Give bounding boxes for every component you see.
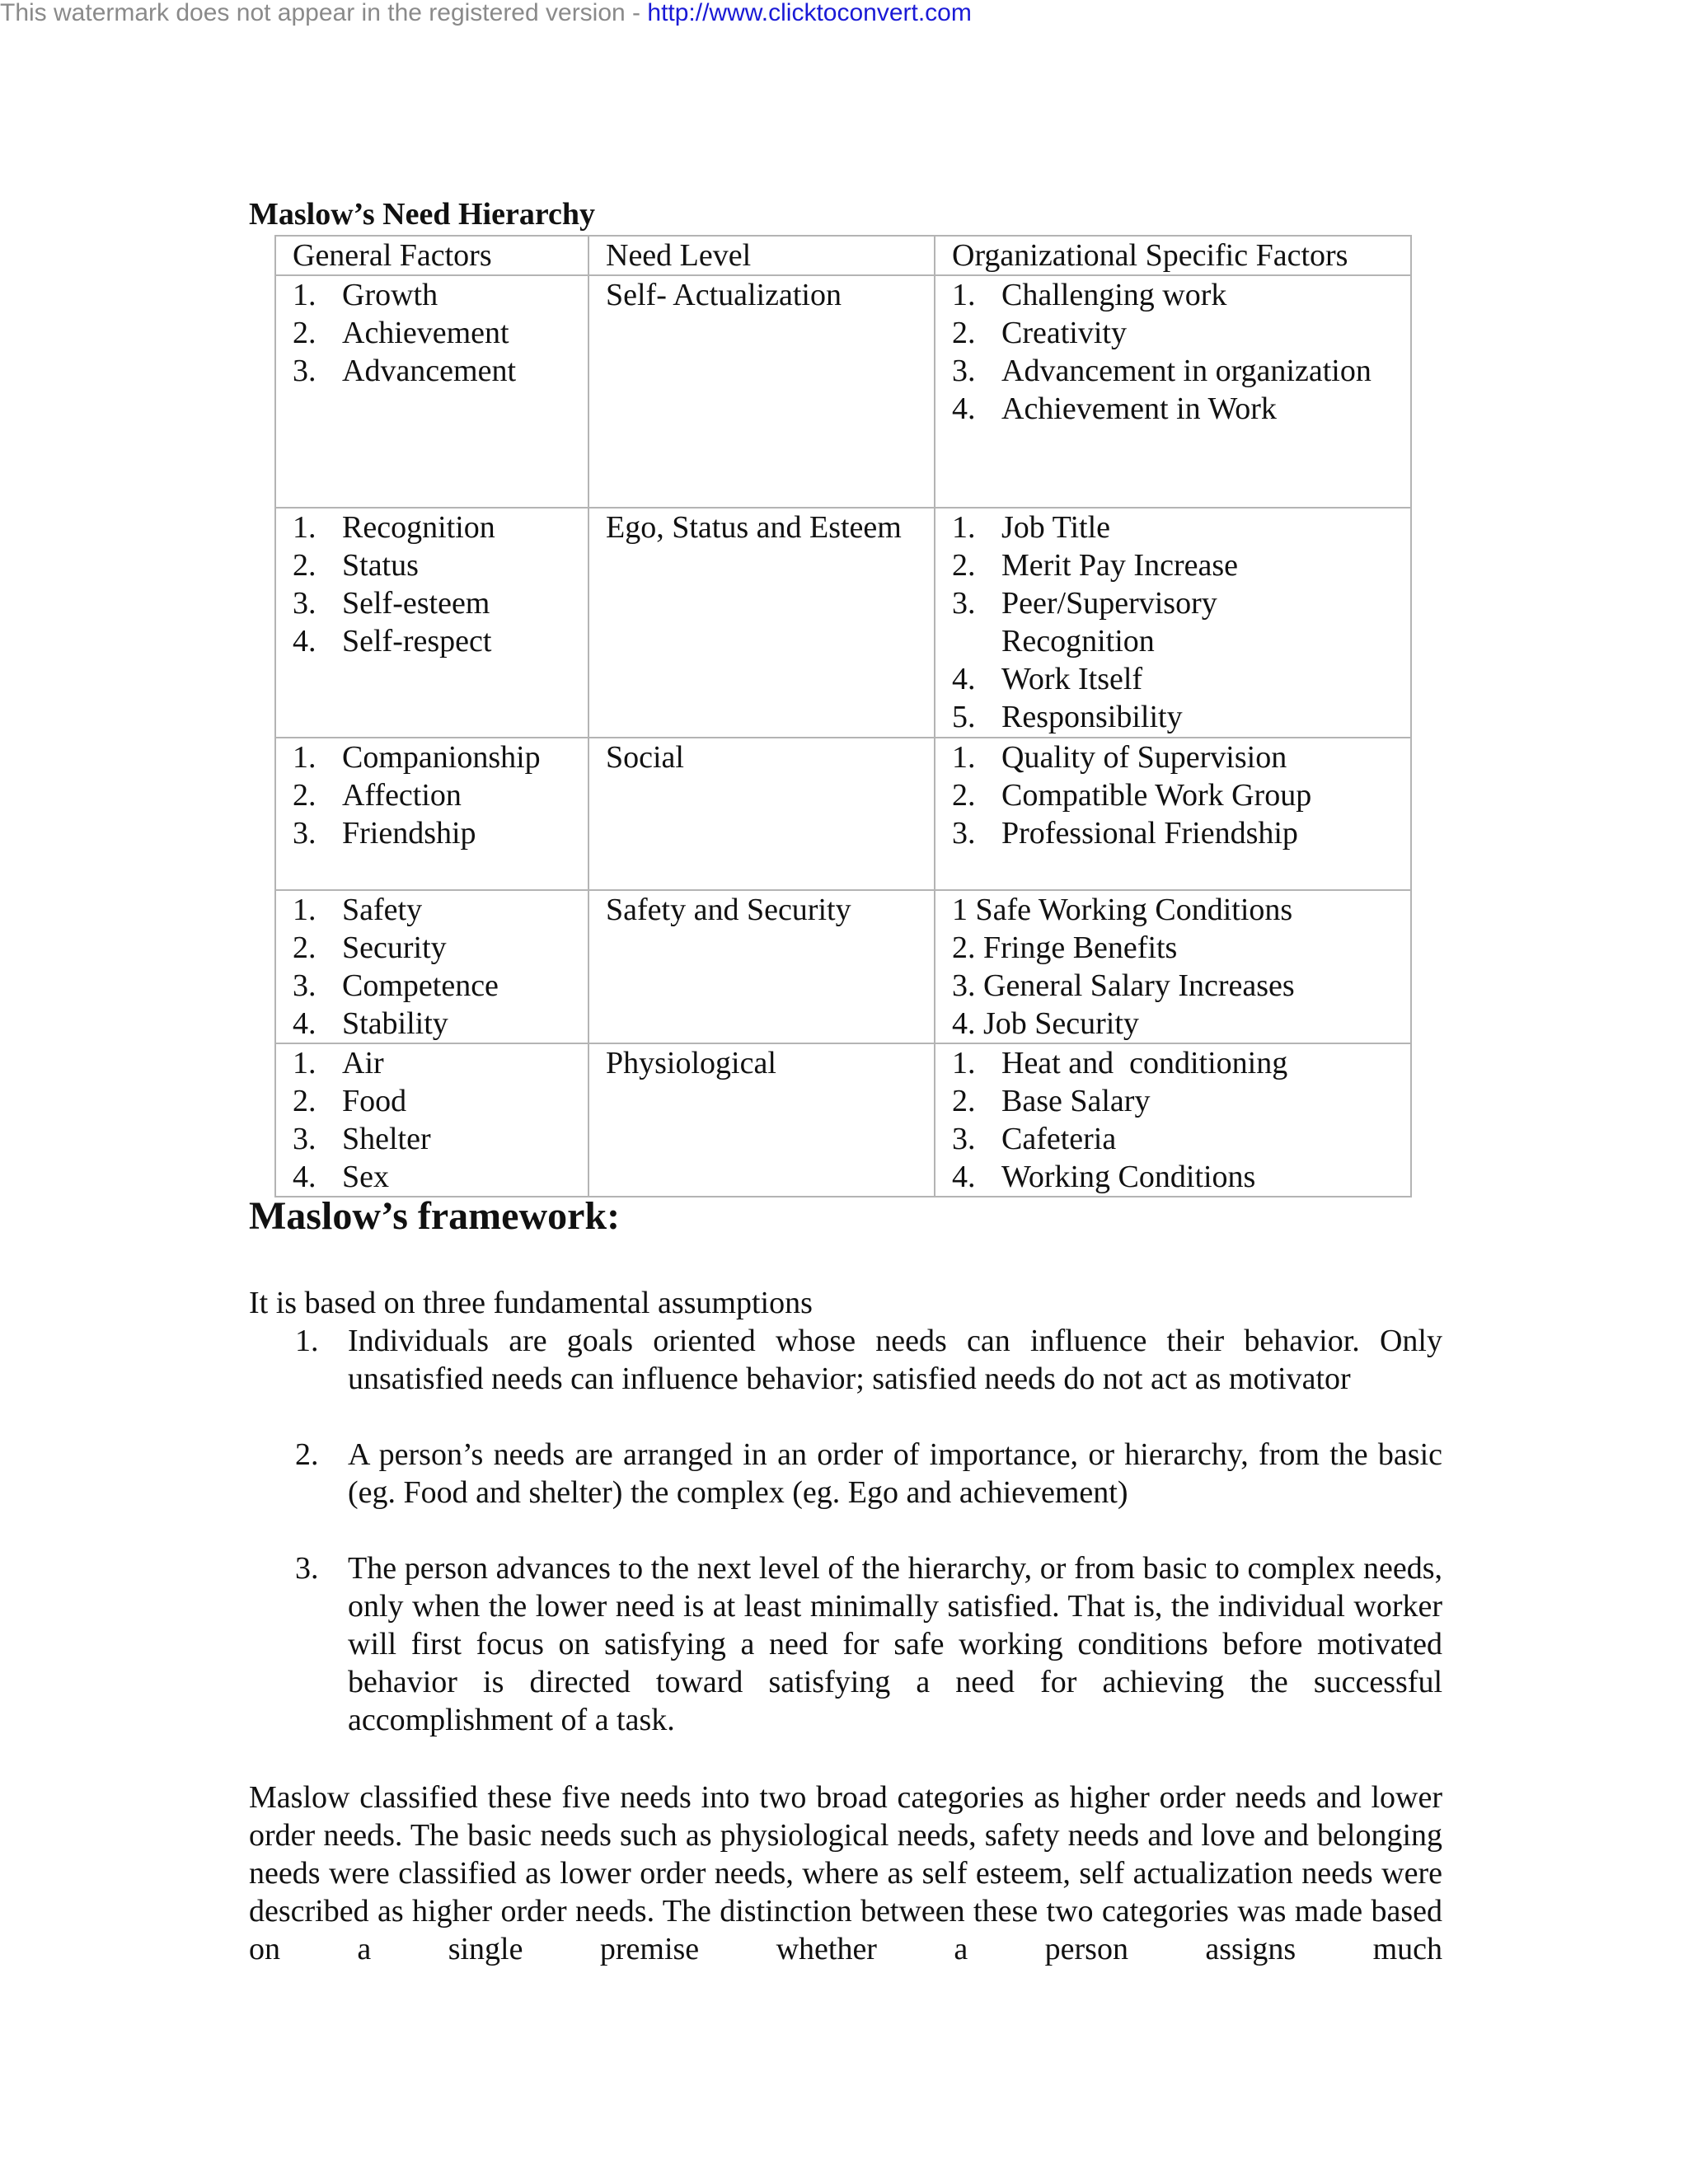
list-item: 1. Challenging work xyxy=(952,278,1227,312)
assumption-number: 3. xyxy=(295,1551,319,1586)
watermark-text: This watermark does not appear in the registered version - xyxy=(0,0,648,26)
table-row xyxy=(275,508,1411,738)
assumption-text: A person’s needs are arranged in an order of importance, or hierarchy, from the basic (eg. Food and shelter) the complex (eg. Ego and achievement) xyxy=(348,1437,1442,1510)
list-item: 4. Work Itself xyxy=(952,662,1143,696)
list-item: 2. Creativity xyxy=(952,316,1127,350)
need-level-cell: Social xyxy=(588,738,935,890)
general-factors-cell xyxy=(275,890,588,1043)
assumption-text: The person advances to the next level of the hierarchy, or from basic to complex needs, only when the lower need is at least minimally satisfied. That is, the individual worker will first focus on satisfying a need for safe working conditions before motivated behavior is directed toward satisfying a need for achieving the successful accomplishment of a task. xyxy=(348,1551,1442,1737)
assumption-text: Individuals are goals oriented whose needs can influence their behavior. Only unsatisfied needs can influence behavior; satisfied needs do not act as motivator xyxy=(348,1324,1442,1396)
table-row xyxy=(275,738,1411,890)
list-item: 4. Sex xyxy=(293,1160,389,1194)
header-need-level: Need Level xyxy=(588,236,935,275)
list-item: 4. Stability xyxy=(293,1006,448,1041)
general-factors-cell xyxy=(275,275,588,508)
watermark-link[interactable]: http://www.clicktoconvert.com xyxy=(647,0,972,26)
list-item: 5. Responsibility xyxy=(952,700,1183,734)
org-factors-cell xyxy=(935,890,1411,1043)
intro-text: It is based on three fundamental assumptions xyxy=(249,1286,813,1320)
list-item: 3. Advancement xyxy=(293,354,517,388)
need-level-cell: Physiological xyxy=(588,1043,935,1197)
list-item: 2. Affection xyxy=(293,778,462,813)
table-row xyxy=(275,1043,1411,1197)
list-item: 1. Recognition xyxy=(293,510,495,545)
list-item: 3. Friendship xyxy=(293,816,476,851)
general-factors-cell xyxy=(275,508,588,738)
list-item: 3. Competence xyxy=(293,968,499,1003)
org-factors-cell xyxy=(935,1043,1411,1197)
assumption-number: 2. xyxy=(295,1437,319,1472)
list-item: 3. Peer/Supervisory Recognition xyxy=(952,586,1217,658)
page-title: Maslow’s Need Hierarchy xyxy=(249,197,596,232)
header-org-factors: Organizational Specific Factors xyxy=(935,236,1411,275)
framework-heading: Maslow’s framework: xyxy=(249,1194,621,1238)
table-header-row xyxy=(275,236,1411,275)
list-item: 2. Status xyxy=(293,548,419,583)
org-factors-cell xyxy=(935,508,1411,738)
header-general-factors: General Factors xyxy=(275,236,588,275)
list-item: 2. Fringe Benefits xyxy=(952,930,1178,965)
list-item: 1. Heat and conditioning xyxy=(952,1046,1288,1080)
need-level-cell: Safety and Security xyxy=(588,890,935,1043)
closing-paragraph: Maslow classified these five needs into two broad categories as higher order needs and lower order needs. The basic needs such as physiological needs, safety needs and love and belonging needs were classified as lower order needs, where as self esteem, self actualization needs were described as higher order needs. The distinction between these two categories was made based on a single premise whether a person assigns much xyxy=(249,1780,1442,1966)
list-item: 3. Advancement in organization xyxy=(952,354,1372,388)
list-item: 4. Self-respect xyxy=(293,624,492,658)
list-item: 1. Quality of Supervision xyxy=(952,740,1287,775)
list-item: 4. Achievement in Work xyxy=(952,391,1277,426)
general-factors-cell xyxy=(275,1043,588,1197)
list-item: 3. Professional Friendship xyxy=(952,816,1298,851)
list-item: 3. Shelter xyxy=(293,1122,431,1156)
assumption-number: 1. xyxy=(295,1324,319,1358)
list-item: 1 Safe Working Conditions xyxy=(952,893,1293,927)
assumption-item xyxy=(295,1549,1442,1739)
list-item: 1. Air xyxy=(293,1046,384,1080)
list-item: 2. Security xyxy=(293,930,447,965)
list-item: 3. General Salary Increases xyxy=(952,968,1295,1003)
list-item: 1. Companionship xyxy=(293,740,541,775)
list-item: 2. Food xyxy=(293,1084,407,1118)
list-item: 3. Self-esteem xyxy=(293,586,490,621)
need-hierarchy-table xyxy=(274,235,1412,1197)
table-row xyxy=(275,890,1411,1043)
list-item: 4. Job Security xyxy=(952,1006,1139,1041)
list-item: 2. Base Salary xyxy=(952,1084,1151,1118)
table-row xyxy=(275,275,1411,508)
list-item: 4. Working Conditions xyxy=(952,1160,1256,1194)
list-item: 2. Merit Pay Increase xyxy=(952,548,1238,583)
watermark-banner xyxy=(0,0,972,26)
general-factors-cell xyxy=(275,738,588,890)
list-item: 2. Compatible Work Group xyxy=(952,778,1312,813)
org-factors-cell xyxy=(935,275,1411,508)
list-item: 1. Growth xyxy=(293,278,438,312)
list-item: 1. Job Title xyxy=(952,510,1111,545)
assumption-item xyxy=(295,1436,1442,1511)
assumption-item xyxy=(295,1322,1442,1398)
list-item: 1. Safety xyxy=(293,893,423,927)
need-level-cell: Ego, Status and Esteem xyxy=(588,508,935,738)
list-item: 3. Cafeteria xyxy=(952,1122,1117,1156)
org-factors-cell xyxy=(935,738,1411,890)
list-item: 2. Achievement xyxy=(293,316,509,350)
need-level-cell: Self- Actualization xyxy=(588,275,935,508)
